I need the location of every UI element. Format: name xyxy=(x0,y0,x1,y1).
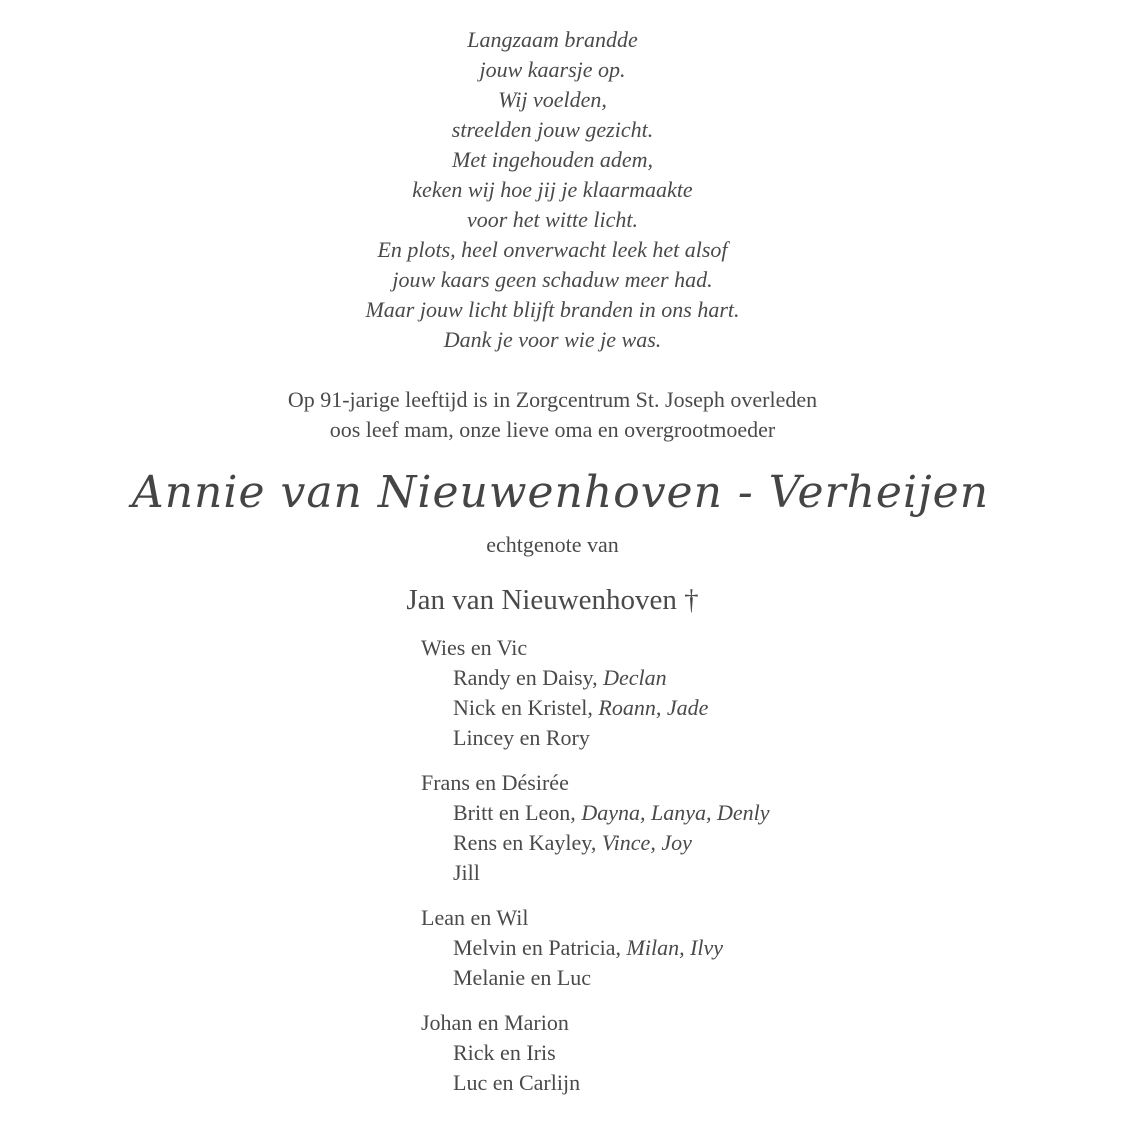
child-names: Melanie en Luc xyxy=(453,965,592,990)
grandchildren-names: Declan xyxy=(603,665,667,690)
family-parents: Frans en Désirée xyxy=(421,770,569,795)
poem-line: Met ingehouden adem, xyxy=(452,147,653,172)
spouse-label: echtgenote van xyxy=(486,532,619,557)
family-group xyxy=(421,633,770,753)
death-announcement xyxy=(0,385,1105,445)
child-names: Jill xyxy=(453,860,480,885)
poem-line: En plots, heel onverwacht leek het alsof xyxy=(377,237,728,262)
family-child xyxy=(421,663,770,693)
poem-line: Wij voelden, xyxy=(498,87,607,112)
deceased-name: Annie van Nieuwenhoven - Verheijen xyxy=(131,467,990,518)
poem-line: jouw kaarsje op. xyxy=(479,57,626,82)
child-names: Rens en Kayley, xyxy=(453,830,597,855)
poem-line: jouw kaars geen schaduw meer had. xyxy=(392,267,713,292)
poem-line: Langzaam brandde xyxy=(467,27,638,52)
child-names: Lincey en Rory xyxy=(453,725,590,750)
family-parents: Wies en Vic xyxy=(421,635,528,660)
family-group xyxy=(421,768,770,888)
family-child xyxy=(421,858,770,888)
poem-line: streelden jouw gezicht. xyxy=(451,117,654,142)
family-group xyxy=(421,903,770,993)
announcement-line: oos leef mam, onze lieve oma en overgrootmoeder xyxy=(329,417,776,442)
grandchildren-names: Dayna, Lanya, Denly xyxy=(581,800,770,825)
child-names: Melvin en Patricia, xyxy=(453,935,622,960)
family-list xyxy=(421,633,770,1113)
poem-line: Dank je voor wie je was. xyxy=(443,327,662,352)
child-names: Luc en Carlijn xyxy=(453,1070,581,1095)
family-child xyxy=(421,723,770,753)
grandchildren-names: Vince, Joy xyxy=(601,830,692,855)
spouse-name: Jan van Nieuwenhoven † xyxy=(406,584,699,616)
family-child xyxy=(421,693,770,723)
family-group xyxy=(421,1008,770,1098)
child-names: Britt en Leon, xyxy=(453,800,576,825)
family-child xyxy=(421,798,770,828)
grandchildren-names: Roann, Jade xyxy=(598,695,709,720)
child-names: Rick en Iris xyxy=(453,1040,556,1065)
poem-line: keken wij hoe jij je klaarmaakte xyxy=(412,177,693,202)
poem xyxy=(0,25,1105,355)
announcement-line: Op 91-jarige leeftijd is in Zorgcentrum St. Joseph overleden xyxy=(287,387,818,412)
family-parents: Johan en Marion xyxy=(421,1010,569,1035)
poem-line: Maar jouw licht blijft branden in ons hart. xyxy=(365,297,740,322)
child-names: Randy en Daisy, xyxy=(453,665,598,690)
family-parents: Lean en Wil xyxy=(421,905,529,930)
poem-line: voor het witte licht. xyxy=(466,207,639,232)
family-child xyxy=(421,963,770,993)
grandchildren-names: Milan, Ilvy xyxy=(626,935,724,960)
child-names: Nick en Kristel, xyxy=(453,695,593,720)
family-child xyxy=(421,1068,770,1098)
family-child xyxy=(421,933,770,963)
family-child xyxy=(421,1038,770,1068)
family-child xyxy=(421,828,770,858)
